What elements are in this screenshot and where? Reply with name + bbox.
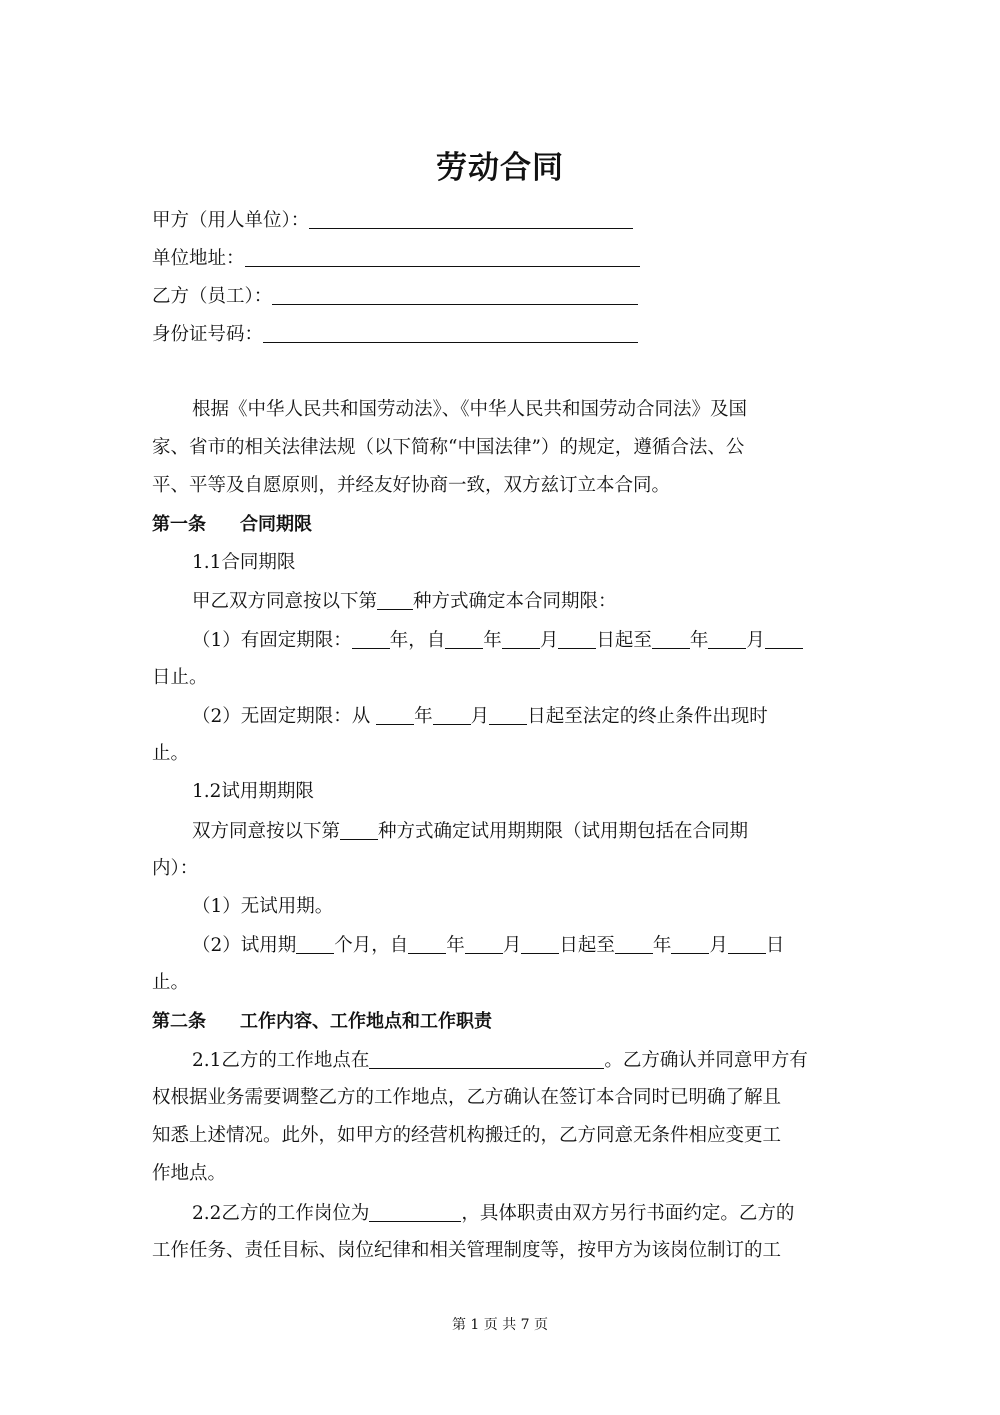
clause-2-2-line: 工作任务、责任目标、岗位纪律和相关管理制度等，按甲方为该岗位制订的工 xyxy=(152,1240,782,1261)
blank-employer[interactable] xyxy=(309,208,633,229)
probation-period-line-end: 止。 xyxy=(152,972,190,993)
blank-years[interactable] xyxy=(352,628,390,649)
blank-start-day[interactable] xyxy=(558,628,596,649)
blank-probation-end-day[interactable] xyxy=(728,933,766,954)
blank-end-month[interactable] xyxy=(708,628,746,649)
preamble-line: 家、省市的相关法律法规（以下简称“中国法律”）的规定，遵循合法、公 xyxy=(152,437,745,458)
field-employer: 甲方（用人单位）： xyxy=(152,208,633,233)
probation-period-line: （2）试用期 个月，自 年 月 日起至 年 月 日 xyxy=(192,935,785,956)
blank-open-month[interactable] xyxy=(433,704,471,725)
article-2-heading: 第二条 工作内容、工作地点和工作职责 xyxy=(152,1011,492,1032)
blank-probation-method[interactable] xyxy=(340,819,378,840)
blank-probation-end-month[interactable] xyxy=(671,933,709,954)
field-employee: 乙方（员工）： xyxy=(152,284,638,309)
article-1-heading: 第一条 合同期限 xyxy=(152,514,312,535)
blank-probation-end-year[interactable] xyxy=(615,933,653,954)
preamble-line: 根据《中华人民共和国劳动法》、《中华人民共和国劳动合同法》及国 xyxy=(192,399,748,420)
blank-probation-months[interactable] xyxy=(296,933,334,954)
blank-open-year[interactable] xyxy=(376,704,414,725)
document-title: 劳动合同 xyxy=(436,150,564,186)
no-probation-line: （1）无试用期。 xyxy=(192,896,334,917)
blank-open-day[interactable] xyxy=(489,704,527,725)
section-1-2-title: 1.2试用期期限 xyxy=(192,781,314,802)
blank-end-year[interactable] xyxy=(652,628,690,649)
section-1-1-title: 1.1合同期限 xyxy=(192,552,296,573)
blank-work-location[interactable] xyxy=(369,1048,604,1069)
open-term-line-end: 止。 xyxy=(152,743,190,764)
preamble-line: 平、平等及自愿原则，并经友好协商一致，双方兹订立本合同。 xyxy=(152,475,671,496)
blank-probation-start-month[interactable] xyxy=(465,933,503,954)
probation-method-line: 双方同意按以下第 种方式确定试用期期限（试用期包括在合同期 xyxy=(192,821,749,842)
blank-start-month[interactable] xyxy=(502,628,540,649)
clause-2-1-line: 知悉上述情况。此外，如甲方的经营机构搬迁的，乙方同意无条件相应变更工 xyxy=(152,1125,782,1146)
blank-id-number[interactable] xyxy=(263,322,638,343)
page-footer: 第 1 页 共 7 页 xyxy=(451,1317,549,1333)
term-method-line: 甲乙双方同意按以下第 种方式确定本合同期限： xyxy=(192,591,617,612)
blank-employee[interactable] xyxy=(272,284,638,305)
open-term-line: （2）无固定期限：从 年 月 日起至法定的终止条件出现时 xyxy=(192,706,768,727)
clause-2-1-line: 权根据业务需要调整乙方的工作地点，乙方确认在签订本合同时已明确了解且 xyxy=(152,1087,782,1108)
blank-probation-start-year[interactable] xyxy=(408,933,446,954)
blank-address[interactable] xyxy=(245,246,640,267)
blank-end-day[interactable] xyxy=(765,628,803,649)
blank-start-year[interactable] xyxy=(445,628,483,649)
clause-2-2-line: 2.2乙方的工作岗位为 ，具体职责由双方另行书面约定。乙方的 xyxy=(192,1203,795,1224)
fixed-term-line: （1）有固定期限： 年，自 年 月 日起至 年 月 xyxy=(192,628,803,653)
fixed-term-line-end: 日止。 xyxy=(152,667,208,688)
blank-term-method[interactable] xyxy=(377,589,413,610)
field-address: 单位地址： xyxy=(152,246,640,271)
clause-2-1-line: 作地点。 xyxy=(152,1163,227,1184)
blank-job-position[interactable] xyxy=(369,1201,461,1222)
probation-method-line-end: 内）： xyxy=(152,858,199,879)
clause-2-1-line: 2.1乙方的工作地点在 。乙方确认并同意甲方有 xyxy=(192,1050,808,1071)
field-id-number: 身份证号码： xyxy=(152,322,638,347)
blank-probation-start-day[interactable] xyxy=(521,933,559,954)
